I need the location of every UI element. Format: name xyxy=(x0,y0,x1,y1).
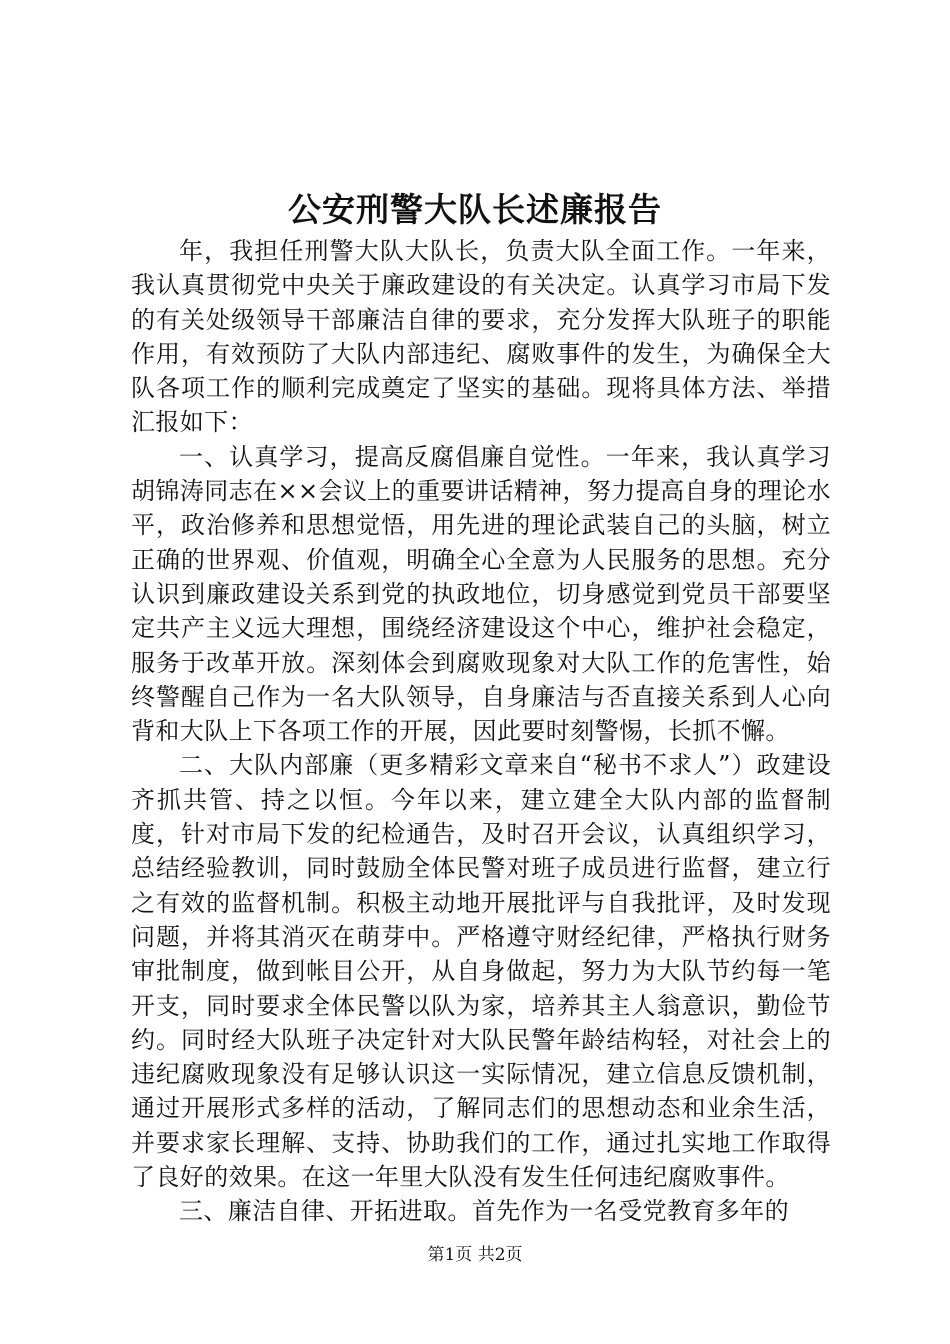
paragraph-intro: 年，我担任刑警大队大队长，负责大队全面工作。一年来，我认真贯彻党中央关于廉政建设的有关决定。认真学习市局下发的有关处级领导干部廉洁自律的要求，充分发挥大队班子的职能作用，有效预防了大队内部违纪、腐败事件的发生，为确保全大队各项工作的顺利完成奠定了坚实的基础。现将具体方法、举措汇报如下： xyxy=(131,237,831,437)
paragraph-section-3: 三、廉洁自律、开拓进取。首先作为一名受党教育多年的 xyxy=(179,1197,789,1226)
paragraph-section-2: 二、大队内部廉（更多精彩文章来自“秘书不求人”）政建设齐抓共管、持之以恒。今年以来，建立建全大队内部的监督制度，针对市局下发的纪检通告，及时召开会议，认真组织学习，总结经验教训，同时鼓励全体民警对班子成员进行监督，建立行之有效的监督机制。积极主动地开展批评与自我批评，及时发现问题，并将其消灭在萌芽中。严格遵守财经纪律，严格执行财务审批制度，做到帐目公开，从自身做起，努力为大队节约每一笔开支，同时要求全体民警以队为家，培养其主人翁意识，勤俭节约。同时经大队班子决定针对大队民警年龄结构轻，对社会上的违纪腐败现象没有足够认识这一实际情况，建立信息反馈机制，通过开展形式多样的活动，了解同志们的思想动态和业余生活，并要求家长理解、支持、协助我们的工作，通过扎实地工作取得了良好的效果。在这一年里大队没有发生任何违纪腐败事件。 xyxy=(131,751,831,1192)
document-body xyxy=(131,234,831,1229)
page-number: 第1页 共2页 xyxy=(427,1245,523,1265)
page-title: 公安刑警大队长述廉报告 xyxy=(288,190,662,229)
paragraph-section-1: 一、认真学习，提高反腐倡廉自觉性。一年来，我认真学习胡锦涛同志在××会议上的重要讲话精神，努力提高自身的理论水平，政治修养和思想觉悟，用先进的理论武装自己的头脑，树立正确的世界观、价值观，明确全心全意为人民服务的思想。充分认识到廉政建设关系到党的执政地位，切身感觉到党员干部要坚定共产主义远大理想，围绕经济建设这个中心，维护社会稳定，服务于改革开放。深刻体会到腐败现象对大队工作的危害性，始终警醒自己作为一名大队领导，自身廉洁与否直接关系到人心向背和大队上下各项工作的开展，因此要时刻警惕，长抓不懈。 xyxy=(131,442,831,746)
